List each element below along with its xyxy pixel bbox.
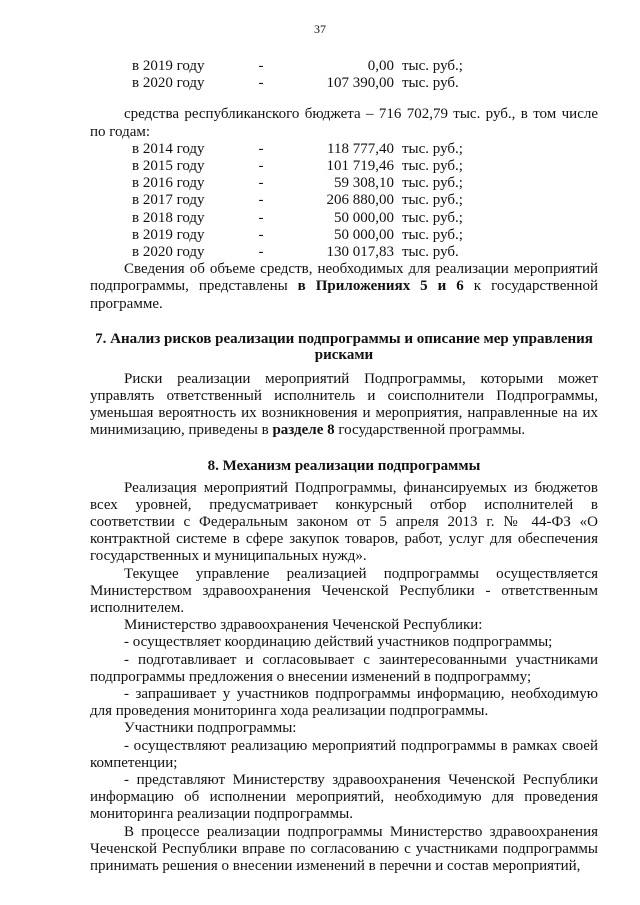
republic-budget-list xyxy=(90,141,598,261)
year-value: 130 017,83 xyxy=(326,243,394,260)
section7-title-line2: рисками xyxy=(314,346,374,363)
year-row xyxy=(90,158,598,175)
year-dash: - xyxy=(258,58,264,74)
year-value: 101 719,46 xyxy=(326,157,394,174)
year-label: в 2015 году xyxy=(132,157,205,174)
appendix-reference: в Приложениях 5 и 6 xyxy=(297,278,464,295)
year-value: 59 308,10 xyxy=(334,175,394,192)
year-label: в 2017 году xyxy=(132,192,205,209)
year-unit: тыс. руб.; xyxy=(402,140,463,157)
year-row xyxy=(90,244,598,261)
page-number: 37 xyxy=(314,22,326,36)
years-top-list xyxy=(90,58,598,92)
year-unit: тыс. руб. xyxy=(402,75,459,92)
appendix-note-tail: к государственной программе. xyxy=(90,278,598,312)
year-row xyxy=(90,210,598,227)
section7-text-tail: государственной программы. xyxy=(334,422,526,439)
year-label: в 2014 году xyxy=(132,140,205,157)
appendix-note xyxy=(90,261,598,313)
year-unit: тыс. руб.; xyxy=(402,58,463,74)
year-dash: - xyxy=(258,243,264,260)
year-dash: - xyxy=(258,157,264,174)
year-unit: тыс. руб. xyxy=(402,243,459,260)
year-label: в 2018 году xyxy=(132,209,205,226)
year-unit: тыс. руб.; xyxy=(402,175,463,192)
year-unit: тыс. руб.; xyxy=(402,157,463,174)
year-row xyxy=(90,175,598,192)
year-row xyxy=(90,227,598,244)
year-dash: - xyxy=(258,226,264,243)
year-label: в 2019 году xyxy=(132,58,205,74)
year-value: 50 000,00 xyxy=(334,209,394,226)
year-row xyxy=(90,75,598,92)
year-dash: - xyxy=(258,75,264,92)
year-row xyxy=(90,192,598,209)
year-unit: тыс. руб.; xyxy=(402,226,463,243)
section8-paragraph-2: Текущее управление реализацией подпрограммы осуществляется Министерством здравоохранения Чеченской Республики - ответственным исполнителем. xyxy=(90,565,598,616)
section7-title-line1: 7. Анализ рисков реализации подпрограммы и описание мер управления xyxy=(95,330,593,347)
year-value: 107 390,00 xyxy=(326,75,394,92)
year-label: в 2020 году xyxy=(132,75,205,92)
ministry-item: - запрашивает у участников подпрограммы информацию, необходимую для проведения мониторинга хода реализации подпрограммы. xyxy=(90,685,598,720)
section8-last-paragraph: В процессе реализации подпрограммы Министерство здравоохранения Чеченской Республики вправе по согласованию с участниками подпрограммы принимать решения о внесении изменений в перечни и состав мероприятий, xyxy=(90,823,598,874)
year-label: в 2019 году xyxy=(132,226,205,243)
appendix-note-text: Сведения об объеме средств, необходимых для реализации мероприятий подпрограммы, представлены xyxy=(90,261,598,295)
year-dash: - xyxy=(258,209,264,226)
year-unit: тыс. руб.; xyxy=(402,192,463,209)
participants-intro: Участники подпрограммы: xyxy=(124,720,297,737)
year-dash: - xyxy=(258,140,264,157)
ministry-item: - осуществляет координацию действий участников подпрограммы; xyxy=(124,634,553,651)
republic-budget-intro: средства республиканского бюджета – 716 702,79 тыс. руб., в том числе по годам: xyxy=(90,106,598,140)
ministry-intro: Министерство здравоохранения Чеченской Республики: xyxy=(124,617,483,634)
participants-item: - осуществляют реализацию мероприятий подпрограммы в рамках своей компетенции; xyxy=(90,737,598,771)
year-label: в 2020 году xyxy=(132,243,205,260)
participants-item: - представляют Министерству здравоохранения Чеченской Республики информацию об исполнении мероприятий, необходимую для проведения мониторинга реализации подпрограммы. xyxy=(90,771,598,823)
year-value: 118 777,40 xyxy=(327,140,394,157)
year-row xyxy=(90,141,598,158)
section7-reference: разделе 8 xyxy=(272,422,335,439)
section8-paragraph-1: Реализация мероприятий Подпрограммы, финансируемых из бюджетов всех уровней, предусматривает конкурсный отбор исполнителей в соответствии с Федеральным законом от 5 апреля 2013 г. № 44-ФЗ «О контрактной системе в сфере закупок товаров, работ, услуг для обеспечения государственных и муниципальных нужд». xyxy=(90,479,598,565)
year-dash: - xyxy=(258,175,264,192)
ministry-item: - подготавливает и согласовывает с заинтересованными участниками подпрограммы предложения о внесении изменений в подпрограмму; xyxy=(90,651,598,685)
year-value: 50 000,00 xyxy=(334,226,394,243)
section7-text xyxy=(90,371,598,440)
year-value: 206 880,00 xyxy=(326,192,394,209)
page-content xyxy=(90,58,598,875)
year-value: 0,00 xyxy=(367,58,394,74)
section8-title: 8. Механизм реализации подпрограммы xyxy=(207,457,481,474)
year-unit: тыс. руб.; xyxy=(402,209,463,226)
year-dash: - xyxy=(258,192,264,209)
section7-title xyxy=(94,331,594,363)
year-row xyxy=(90,58,598,75)
section7-text-body: Риски реализации мероприятий Подпрограммы, которыми может управлять ответственный исполнитель и соисполнители Подпрограммы, уменьшая вероятность их возникновения и мероприятия, направленные на их минимизацию, приведены в xyxy=(90,370,598,439)
year-label: в 2016 году xyxy=(132,175,205,192)
